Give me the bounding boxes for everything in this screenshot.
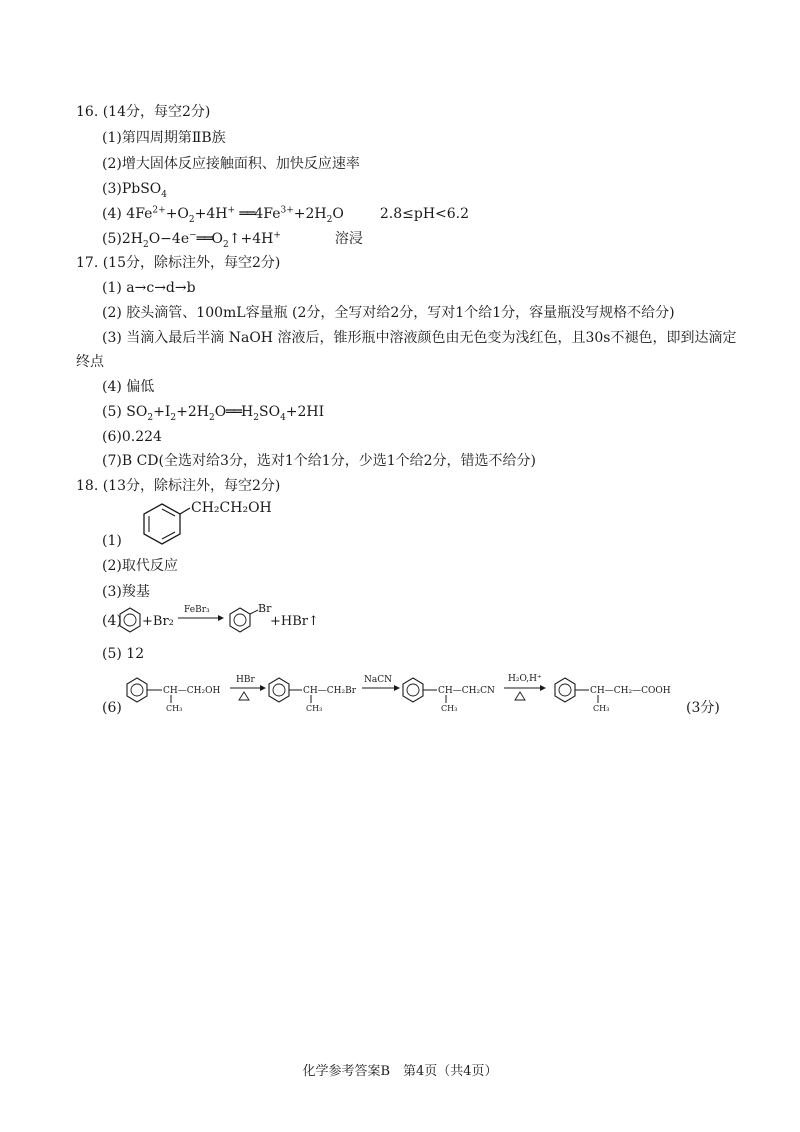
q18-answer-4-br: Br [258, 602, 272, 615]
q16-answer-1: (1)第四周期第ⅡB族 [102, 130, 226, 146]
q17-answer-4: (4) 偏低 [102, 379, 155, 395]
page-footer: 化学参考答案B 第4页（共4页） [302, 1064, 498, 1079]
q18-answer-6-methyl1: CH₃ [166, 704, 183, 713]
q16-answer-5-extra: 溶浸 [334, 231, 363, 247]
benzene-ring [555, 678, 575, 702]
q16-answer-4-equation: $4Fe^{2+}+O_2+4H^+$ $══4Fe^{3+}+2H_2O$ [126, 205, 344, 225]
q17-answer-5 [102, 403, 324, 421]
benzene-ring [403, 678, 423, 702]
q17-answer-3-line1: (3) 当滴入最后半滴 NaOH 溶液后，锥形瓶中溶液颜色由无色变为浅红色，且30s不褪色，即到达滴定 [102, 330, 737, 346]
q18-answer-6-methyl4: CH₃ [593, 704, 610, 713]
q18-answer-4-br2: +Br₂ [142, 614, 174, 629]
q18-answer-4-catalyst: FeBr₃ [184, 605, 210, 615]
q18-answer-3: (3)羧基 [102, 584, 150, 600]
q16-answer-4-label: (4) [102, 206, 127, 222]
q17-answer-3-line2: 终点 [76, 354, 104, 370]
q18-answer-5: (5) 12 [102, 646, 145, 662]
q18-answer-4-label: (4) [102, 613, 122, 629]
q16-answer-4-range: 2.8≤pH<6.2 [379, 206, 470, 222]
q18-answer-1-label: (1) [102, 533, 122, 549]
q18-answer-6-methyl3: CH₃ [441, 704, 458, 713]
q18-answer-6-label: (6) [102, 700, 122, 716]
benzene-ring [269, 678, 289, 702]
q17-answer-5-label: (5) [102, 404, 127, 420]
q16-answer-5-label: (5) [102, 231, 122, 247]
q18-answer-2: (2)取代反应 [102, 558, 178, 574]
q16-answer-3-text: (3)PbSO [102, 181, 162, 197]
q17-header: 17. (15分，除标注外，每空2分) [76, 255, 281, 271]
heat-triangle-icon [515, 692, 525, 700]
q18-answer-6-chain4: CH—CH₂—COOH [590, 686, 671, 696]
q18-answer-6-chain1: CH—CH₂OH [163, 686, 221, 696]
q16-answer-4 [102, 205, 469, 223]
benzene-ring [127, 678, 147, 702]
q18-answer-1-chain: CH₂CH₂OH [191, 500, 272, 516]
q17-answer-7: (7)B CD(全选对给3分，选对1个给1分，少选1个给2分，错选不给分) [102, 453, 536, 469]
q17-answer-5-equation: $SO_2+I_2+2H_2O══H_2SO_4+2HI$ [126, 404, 325, 423]
q16-header: 16. (14分，每空2分) [76, 104, 211, 120]
q16-answer-5 [102, 230, 363, 248]
heat-triangle-icon [239, 692, 249, 700]
q18-answer-6-chain3: CH—CH₂CN [438, 686, 495, 696]
q16-answer-3-sub: 4 [161, 189, 168, 200]
q16-answer-5-equation: $2H_2O-4e^-══O_2↑+4H^+$ [121, 230, 281, 250]
q18-answer-1-structure [120, 496, 290, 546]
q18-answer-6-methyl2: CH₃ [306, 704, 323, 713]
benzene-ring [230, 608, 250, 632]
benzene-ring [120, 608, 140, 632]
q17-answer-1: (1) a→c→d→b [102, 280, 196, 296]
q17-answer-6: (6)0.224 [102, 429, 162, 445]
q18-answer-4-equation [118, 600, 348, 640]
q18-answer-6-reagent2: NaCN [364, 675, 393, 685]
q16-answer-2: (2)增大固体反应接触面积、加快反应速率 [102, 156, 360, 172]
q18-answer-6-reagent1: HBr [236, 675, 255, 685]
q18-answer-6-synthesis [124, 668, 684, 718]
q18-answer-6-reagent3: H₂O,H⁺ [508, 674, 542, 684]
q18-answer-4-product: +HBr↑ [270, 614, 319, 629]
q17-answer-2: (2) 胶头滴管、100mL容量瓶 (2分，全写对给2分，写对1个给1分，容量瓶没写规格不给分) [102, 305, 675, 321]
q16-answer-3 [102, 180, 167, 198]
q18-answer-6-score: (3分) [686, 700, 720, 716]
q18-answer-6-chain2: CH—CH₂Br [303, 686, 356, 696]
q18-header: 18. (13分，除标注外，每空2分) [76, 478, 281, 494]
